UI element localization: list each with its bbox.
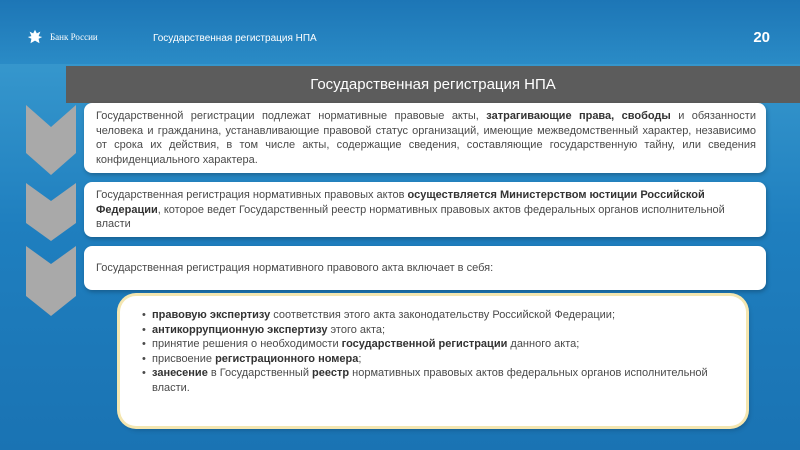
text-block-2 xyxy=(84,182,766,237)
text-run: и обязанности человека и гражданина, устанавливающие правовой статус организаций, имеющие межведомственный характер, независимо от срока их действия, в том числе акты, содержащие сведения, составляющие государственную тайну, или сведения конфиденциального характера. xyxy=(96,110,756,166)
text-run: соответствия этого акта законодательству Российской Федерации; xyxy=(270,309,616,321)
chevron-icon xyxy=(26,183,76,241)
block3-text: Государственная регистрация нормативного правового акта включает в себя: xyxy=(96,261,494,274)
text-run: Государственная регистрация нормативных правовых актов xyxy=(96,189,408,201)
bold-text: государственной регистрации xyxy=(341,338,508,350)
bank-logo xyxy=(26,28,98,46)
page-number: 20 xyxy=(753,29,770,46)
text-run: Государственной регистрации подлежат нормативные правовые акты, xyxy=(96,110,487,122)
list-item xyxy=(142,366,732,395)
text-run: принятие решения о необходимости xyxy=(152,338,342,350)
list-item xyxy=(142,337,732,352)
text-run: этого акта; xyxy=(327,323,386,336)
text-run: нормативных правовых актов федеральных органов исполнительной власти. xyxy=(152,367,708,394)
chevron-icon xyxy=(26,105,76,175)
bold-text: правовую экспертизу xyxy=(152,309,271,321)
steps-list xyxy=(142,308,732,395)
text-run: в Государственный xyxy=(207,367,313,379)
bold-text: занесение xyxy=(152,367,208,379)
slide-title: Государственная регистрация НПА xyxy=(66,66,800,103)
bold-text: реестр xyxy=(312,367,350,379)
steps-list-block xyxy=(120,296,746,426)
list-item xyxy=(142,323,732,338)
text-run: , которое ведет Государственный реестр нормативных правовых актов федеральных органов исполнительной власти xyxy=(96,203,725,230)
text-run: присвоение xyxy=(152,352,216,365)
text-run: ; xyxy=(358,352,362,365)
text-block-1 xyxy=(84,103,766,173)
bold-text: антикоррупционную экспертизу xyxy=(152,323,328,336)
logo-text: Банк России xyxy=(50,32,98,42)
list-item xyxy=(142,352,732,367)
bold-text: регистрационного номера xyxy=(215,352,359,365)
header-title: Государственная регистрация НПА xyxy=(153,33,317,44)
text-block-3 xyxy=(84,246,766,290)
text-run: данного акта; xyxy=(507,338,580,350)
bold-text: затрагивающие права, свободы xyxy=(486,110,671,122)
eagle-emblem-icon xyxy=(26,28,44,46)
list-item xyxy=(142,308,732,323)
chevron-icon xyxy=(26,246,76,316)
top-bar xyxy=(0,0,800,64)
bold-text: осуществляется Министерством юстиции Российской Федерации xyxy=(96,189,705,216)
